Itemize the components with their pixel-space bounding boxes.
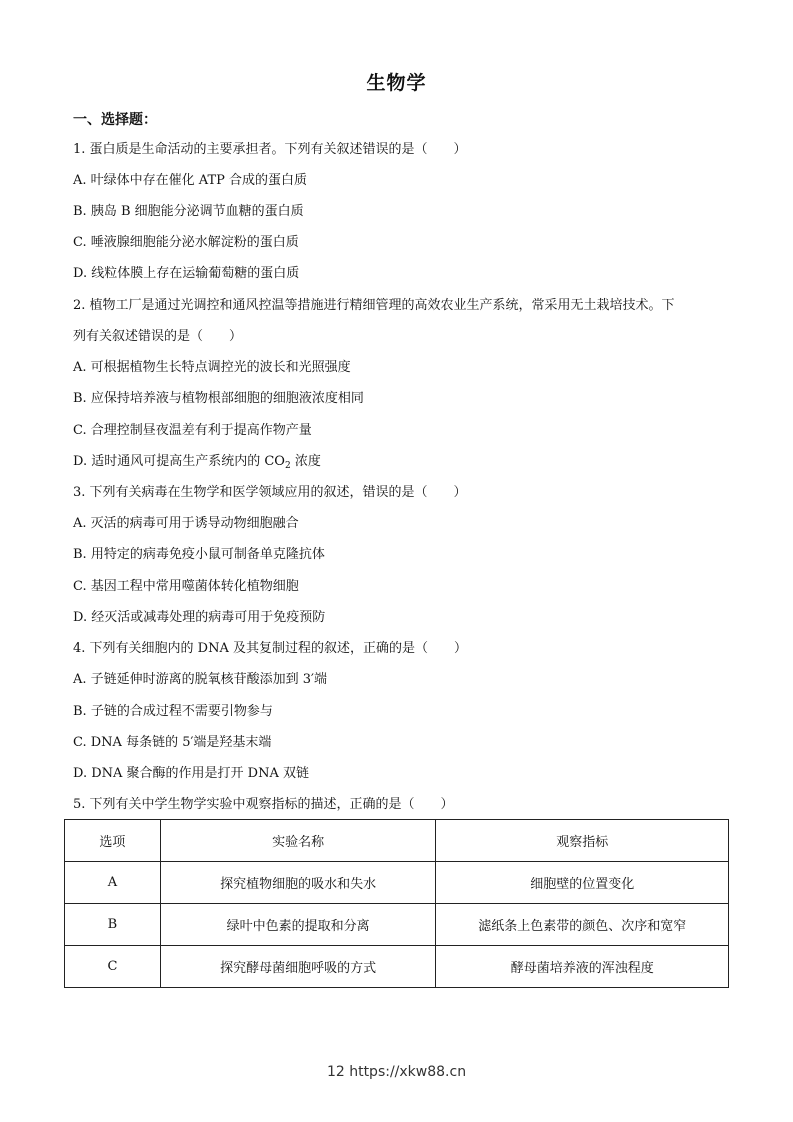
table-row bbox=[65, 904, 729, 946]
q4-option-c: C. DNA 每条链的 5′端是羟基末端 bbox=[73, 735, 272, 750]
cell-experiment-name: 探究植物细胞的吸水和失水 bbox=[160, 862, 436, 904]
page-footer: 12 https://xkw88.cn bbox=[326, 1064, 467, 1080]
cell-experiment-name: 探究酵母菌细胞呼吸的方式 bbox=[160, 946, 436, 988]
q3-stem: 3. 下列有关病毒在生物学和医学领域应用的叙述，错误的是（ ） bbox=[73, 485, 467, 500]
page-title: 生物学 bbox=[366, 72, 427, 94]
q2-stem-line1: 2. 植物工厂是通过光调控和通风控温等措施进行精细管理的高效农业生产系统，常采用无土栽培技术。下 bbox=[73, 298, 675, 313]
q4-option-b: B. 子链的合成过程不需要引物参与 bbox=[73, 704, 273, 719]
q1-option-a: A. 叶绿体中存在催化 ATP 合成的蛋白质 bbox=[73, 173, 308, 188]
q2-option-a: A. 可根据植物生长特点调控光的波长和光照强度 bbox=[73, 360, 351, 375]
cell-experiment-name: 绿叶中色素的提取和分离 bbox=[160, 904, 436, 946]
q2-option-b: B. 应保持培养液与植物根部细胞的细胞液浓度相同 bbox=[73, 391, 364, 406]
cell-option: B bbox=[65, 904, 161, 946]
q4-option-d: D. DNA 聚合酶的作用是打开 DNA 双链 bbox=[73, 766, 309, 781]
q3-option-d: D. 经灭活或减毒处理的病毒可用于免疫预防 bbox=[73, 610, 326, 625]
table-row bbox=[65, 946, 729, 988]
q1-option-b: B. 胰岛 B 细胞能分泌调节血糖的蛋白质 bbox=[73, 204, 304, 219]
q2-option-d-text: D. 适时通风可提高生产系统内的 CO bbox=[73, 454, 285, 469]
cell-option: A bbox=[65, 862, 161, 904]
cell-observation-index: 细胞壁的位置变化 bbox=[436, 862, 729, 904]
section-heading: 一、选择题： bbox=[73, 112, 157, 128]
q4-option-a: A. 子链延伸时游离的脱氧核苷酸添加到 3′端 bbox=[73, 672, 328, 687]
cell-observation-index: 酵母菌培养液的浑浊程度 bbox=[436, 946, 729, 988]
q2-stem-line2: 列有关叙述错误的是（ ） bbox=[73, 329, 243, 344]
q3-option-a: A. 灭活的病毒可用于诱导动物细胞融合 bbox=[73, 516, 299, 531]
cell-observation-index: 滤纸条上色素带的颜色、次序和宽窄 bbox=[436, 904, 729, 946]
q1-option-c: C. 唾液腺细胞能分泌水解淀粉的蛋白质 bbox=[73, 235, 299, 250]
q2-option-d bbox=[73, 453, 321, 471]
q1-stem: 1. 蛋白质是生命活动的主要承担者。下列有关叙述错误的是（ ） bbox=[73, 142, 467, 157]
q5-stem: 5. 下列有关中学生物学实验中观察指标的描述，正确的是（ ） bbox=[73, 797, 454, 812]
cell-option: C bbox=[65, 946, 161, 988]
q3-option-c: C. 基因工程中常用噬菌体转化植物细胞 bbox=[73, 579, 299, 594]
table-header-row bbox=[65, 820, 729, 862]
q3-option-b: B. 用特定的病毒免疫小鼠可制备单克隆抗体 bbox=[73, 547, 325, 562]
header-experiment-name: 实验名称 bbox=[160, 820, 436, 862]
experiment-table bbox=[64, 819, 729, 988]
co2-subscript: 2 bbox=[284, 461, 291, 471]
q2-option-c: C. 合理控制昼夜温差有利于提高作物产量 bbox=[73, 423, 312, 438]
header-option: 选项 bbox=[65, 820, 161, 862]
q4-stem: 4. 下列有关细胞内的 DNA 及其复制过程的叙述，正确的是（ ） bbox=[73, 641, 467, 656]
q1-option-d: D. 线粒体膜上存在运输葡萄糖的蛋白质 bbox=[73, 266, 300, 281]
q2-option-d-suffix: 浓度 bbox=[290, 454, 321, 469]
table-row bbox=[65, 862, 729, 904]
header-observation-index: 观察指标 bbox=[436, 820, 729, 862]
